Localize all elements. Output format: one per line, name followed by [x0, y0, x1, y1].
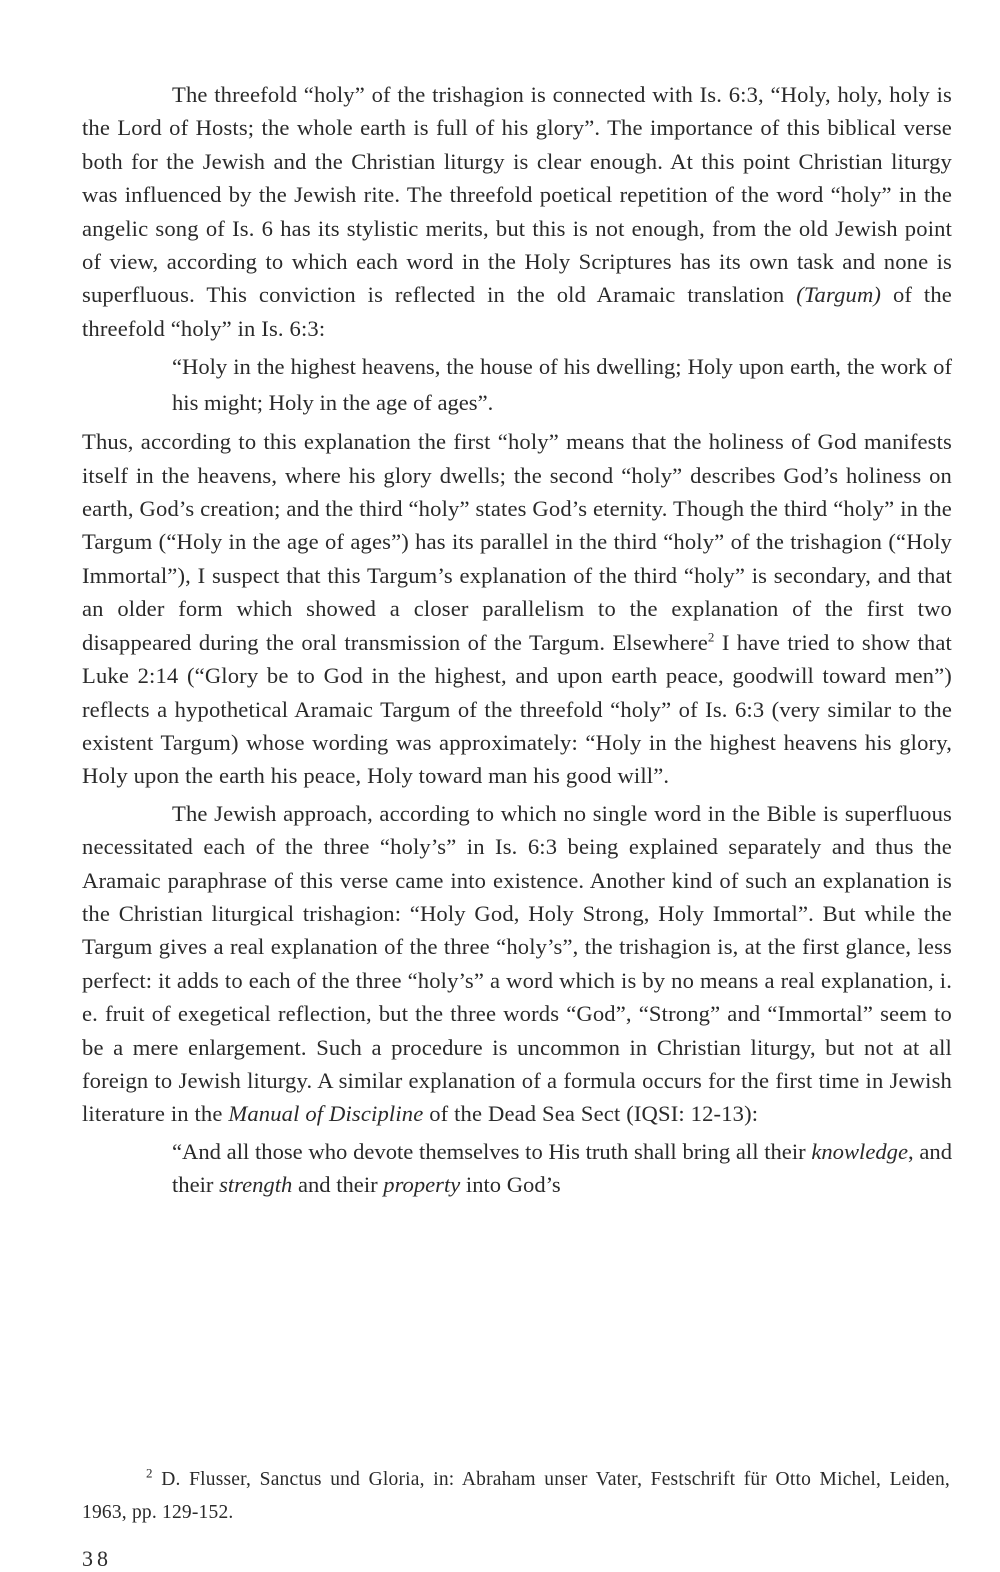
quote-2-text-c: and their [292, 1172, 384, 1198]
quote-2-strength: strength [219, 1172, 293, 1198]
paragraph-2 [82, 425, 952, 792]
block-quote-targum-text: “Holy in the highest heavens, the house of his dwelling; Holy upon earth, the work of his might; Holy in the age of ages”. [172, 354, 952, 416]
quote-2-property: property [383, 1172, 461, 1198]
footnote-body: D. Flusser, Sanctus und Gloria, in: Abraham unser Vater, Festschrift für Otto Michel, Leiden, 1963, pp. 129-152. [82, 1469, 950, 1523]
manual-of-discipline-title: Manual of Discipline [228, 1101, 424, 1127]
paragraph-2-text-a: Thus, according to this explanation the first “holy” means that the holiness of God manifests itself in the heavens, where his glory dwells; the second “holy” describes God’s holiness on earth, God’s creation; and the third “holy” states God’s eternity. Though the third “holy” in the Targum (“Holy in the age of ages”) has its parallel in the third “holy” of the trishagion (“Holy Immortal”), I suspect that this Targum’s explanation of the third “holy” is secondary, and that an older form which showed a closer parallelism to the explanation of the first two disappeared during the oral transmission of the Targum. Elsewhere [82, 429, 952, 655]
quote-2-knowledge: knowledge [811, 1138, 908, 1164]
block-quote-manual [172, 1135, 952, 1202]
paragraph-2-text-b: I have tried to show that Luke 2:14 (“Glory be to God in the highest, and upon earth peace, goodwill toward men”) reflects a hypothetical Aramaic Targum of the threefold “holy” of Is. 6:3 (very similar to the existent Targum) whose wording was approximately: “Holy in the highest heavens his glory, Holy upon the earth his peace, Holy toward man his good will”. [82, 629, 952, 789]
paragraph-1 [82, 78, 952, 345]
footnote [82, 1463, 950, 1529]
quote-2-text-d: into God’s [460, 1172, 561, 1198]
footnote-marker: 2 [146, 1465, 153, 1481]
paragraph-1-end: of the threefold “holy” in Is. 6:3: [82, 282, 952, 341]
footnote-reference: 2 [707, 629, 715, 645]
page-body [82, 78, 952, 1202]
quote-2-text-a: “And all those who devote themselves to His truth shall bring all their [172, 1138, 812, 1164]
paragraph-3-text-a: The Jewish approach, according to which no single word in the Bible is superfluous necessitated each of the three “holy’s” in Is. 6:3 being explained separately and thus the Aramaic paraphrase of this verse came into existence. Another kind of such an explanation is the Christian liturgical trishagion: “Holy God, Holy Strong, Holy Immortal”. But while the Targum gives a real explanation of the three “holy’s”, the trishagion is, at the first glance, less perfect: it adds to each of the three “holy’s” a word which is by no means a real explanation, i. e. fruit of exegetical reflection, but the three words “God”, “Strong” and “Immortal” seem to be a mere enlargement. Such a procedure is uncommon in Christian liturgy, but not at all foreign to Jewish liturgy. A similar explanation of a formula occurs for the first time in Jewish literature in the [82, 800, 952, 1127]
paragraph-3-text-b: of the Dead Sea Sect (IQSI: 12-13): [423, 1101, 759, 1127]
block-quote-targum [172, 349, 952, 421]
paragraph-1-text: The threefold “holy” of the trishagion is connected with Is. 6:3, “Holy, holy, holy is the Lord of Hosts; the whole earth is full of his glory”. The importance of this biblical verse both for the Jewish and the Christian liturgy is clear enough. At this point Christian liturgy was influenced by the Jewish rite. The threefold poetical repetition of the word “holy” in the angelic song of Is. 6 has its stylistic merits, but this is not enough, from the old Jewish point of view, according to which each word in the Holy Scriptures has its own task and none is superfluous. This conviction is reflected in the old Aramaic translation [82, 82, 952, 308]
footnote-text [82, 1463, 950, 1529]
paragraph-3 [82, 797, 952, 1131]
page-number: 38 [82, 1546, 112, 1571]
targum-term: (Targum) [796, 282, 882, 308]
quote-2-text-b: , and their [172, 1138, 952, 1198]
